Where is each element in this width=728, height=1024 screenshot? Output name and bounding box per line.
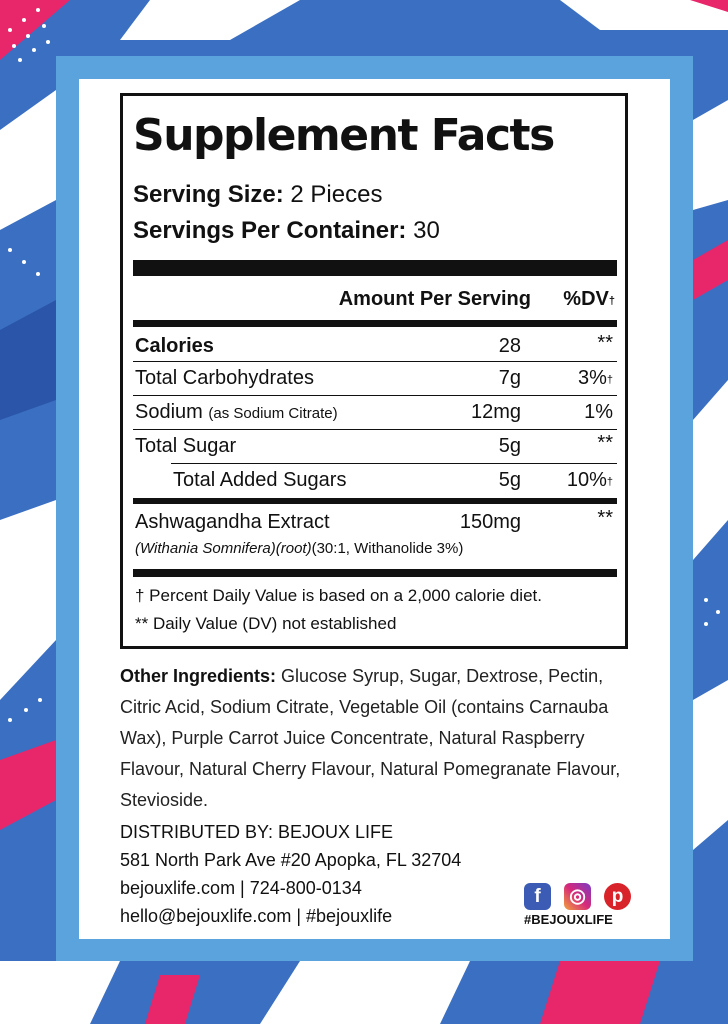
nutrient-dv: 3%†: [577, 367, 613, 389]
other-ingredients: [120, 661, 640, 816]
distributor-heading: DISTRIBUTED BY: BEJOUX LIFE: [120, 822, 394, 842]
nutrient-name: Sodium (as Sodium Citrate): [135, 401, 338, 423]
header-amount: Amount Per Serving: [338, 288, 531, 310]
serving-size-label: Serving Size:: [133, 181, 284, 208]
nutrient-dv: 10%†: [566, 469, 613, 491]
servings-per-container-label: Servings Per Container:: [133, 217, 407, 244]
nutrient-amount: 7g: [498, 367, 521, 389]
nutrient-row-added-sugars: [171, 463, 617, 497]
nutrient-amount: 12mg: [470, 401, 521, 423]
nutrient-dv: **: [597, 432, 613, 454]
nutrient-name: Ashwagandha Extract: [135, 511, 330, 533]
medium-divider-2: [133, 498, 617, 504]
ingredients-text: Glucose Syrup, Sugar, Dextrose, Pectin, Citric Acid, Sodium Citrate, Vegetable Oil (contains Carnauba Wax), Purple Carrot Juice Concentrate, Natural Raspberry Flavour, Natural Cherry Flavour, Natural Pomegranate Flavour, Stevioside.: [120, 666, 621, 810]
thick-divider-2: [133, 569, 617, 577]
nutrient-amount: 5g: [498, 469, 521, 491]
ashwagandha-botanical: (Withania Somnifera)(root): [135, 540, 312, 557]
column-header-row: [133, 282, 617, 316]
nutrient-dv: **: [597, 507, 613, 529]
nutrient-name: Calories: [135, 335, 214, 357]
distributor-email: hello@bejouxlife.com | #bejouxlife: [120, 906, 393, 926]
nutrient-row-ashwagandha: [133, 508, 617, 538]
nutrient-row-sodium: [133, 395, 617, 429]
nutrient-amount: 5g: [498, 435, 521, 457]
nutrient-amount: 28: [498, 335, 521, 357]
servings-per-container-value: 30: [413, 217, 440, 244]
supplement-facts-panel: [120, 93, 628, 649]
ingredients-label: Other Ingredients:: [120, 666, 277, 686]
distributor-address: 581 North Park Ave #20 Apopka, FL 32704: [120, 850, 462, 870]
facts-title: Supplement Facts: [133, 110, 554, 161]
nutrient-dv: **: [597, 332, 613, 354]
instagram-icon[interactable]: ◎: [564, 883, 591, 910]
facebook-icon[interactable]: f: [524, 883, 551, 910]
serving-size: [133, 180, 382, 210]
pinterest-icon[interactable]: p: [604, 883, 631, 910]
distributor-web-phone: bejouxlife.com | 724-800-0134: [120, 878, 362, 898]
footnote-not-established: ** Daily Value (DV) not established: [135, 614, 397, 633]
nutrient-name: Total Sugar: [135, 435, 237, 457]
nutrient-dv: 1%: [584, 401, 613, 423]
distributor-block: [120, 818, 461, 930]
thick-divider: [133, 260, 617, 276]
servings-per-container: [133, 216, 440, 246]
sodium-note: (as Sodium Citrate): [208, 405, 338, 422]
serving-size-value: 2 Pieces: [290, 181, 383, 208]
header-dv: %DV†: [563, 288, 615, 310]
hashtag: #BEJOUXLIFE: [524, 912, 613, 927]
ashwagandha-detail: [135, 540, 463, 557]
medium-divider: [133, 320, 617, 327]
nutrient-row-carbohydrates: [133, 361, 617, 395]
footnote-dv: † Percent Daily Value is based on a 2,000 calorie diet.: [135, 586, 542, 605]
nutrient-name: Total Carbohydrates: [135, 367, 314, 389]
nutrient-amount: 150mg: [459, 511, 521, 533]
nutrient-row-calories: [133, 330, 617, 363]
nutrient-row-total-sugar: [133, 429, 617, 463]
ashwagandha-ratio: (30:1, Withanolide 3%): [311, 540, 464, 557]
nutrient-name: Total Added Sugars: [173, 469, 347, 491]
